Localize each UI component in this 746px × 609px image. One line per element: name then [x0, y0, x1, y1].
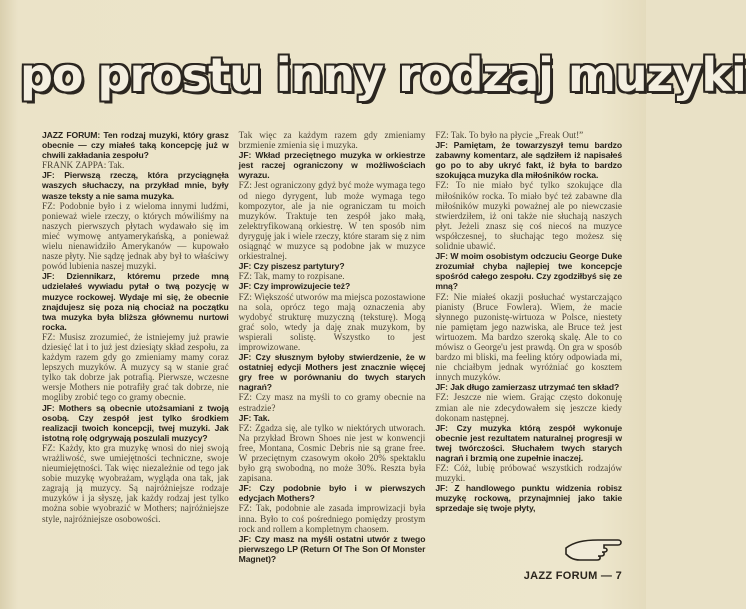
interview-answer: FZ: Podobnie było i z wieloma innymi ludźmi, ponieważ wiele rzeczy, o których mówiliśmy na naszych pierwszych płytach wydawało się im mieć wymowę antyamerykańską, a ponieważ wielu nienawidziło Amerykanów — kupowało nasze płyty. Nie sądzę jednak aby był to właściwy powód lubienia naszej muzyki. — [42, 200, 229, 272]
interview-answer: FZ: Zgadza się, ale tylko w niektórych utworach. Na przykład Brown Shoes nie jest w konwencji free, Montana, Cosmic Debris nie są grane free. W przeciętnym czasowym około 20% spektaklu było grą swobodną, no może 30%. Reszta była zapisana. — [238, 422, 426, 484]
interview-answer: FZ: Tak, mamy to rozpisane. — [238, 271, 345, 282]
interview-question: JF: Czy piszesz partytury? — [238, 261, 345, 272]
interview-question: JF: Czy podobnie było i w pierwszych edycjach Mothers? — [238, 483, 426, 504]
interview-answer: FZ: Czy masz na myśli to co gramy obecnie na estradzie? — [238, 392, 426, 413]
column-3 — [435, 130, 622, 565]
interview-question: JF: Z handlowego punktu widzenia robisz muzykę rockową, przynajmniej jako takie sprzedaje się twoje płyty, — [435, 483, 623, 514]
interview-question: JF: Czy improwizujecie też? — [238, 281, 351, 292]
interview-answer: FZ: Cóż, lubię próbować wszystkich rodzajów muzyki. — [435, 463, 623, 484]
interview-answer: FRANK ZAPPA: Tak. — [42, 160, 125, 171]
interview-question: JF: Pamiętam, że towarzyszył temu bardzo zabawny komentarz, ale sądziłem iż napisałeś go po to aby ukryć fakt, iż była to bardzo szokująca muzyka dla miłośników rocka. — [435, 140, 623, 181]
column-2 — [239, 130, 426, 565]
column-1 — [42, 130, 229, 565]
interview-question: JF: Mothers są obecnie utożsamiani z twoją osobą. Czy zespół jest tylko środkiem realizacji twoich koncepcji, twej muzyki. Jak istotną rolę odgrywają poszulali muzycy? — [42, 402, 229, 443]
interview-question: JF: Jak długo zamierzasz utrzymać ten skład? — [435, 382, 620, 393]
interview-question: JF: Dziennikarz, któremu przede mną udzielałeś wywiadu pytał o twą pozycję w muzyce rockowej. Wydaje mi się, że obecnie znajdujesz się poza nią chociaż na początku twa muzyka była bliższa głównemu nurtowi rocka. — [42, 271, 229, 332]
interview-answer: FZ: Tak, podobnie ale zasada improwizacji była inna. Było to coś pośredniego pomiędzy prostym rock and rollem a kompletnym chaosem. — [238, 503, 426, 534]
pointing-hand-icon — [564, 528, 624, 562]
interview-answer: FZ: Tak. To było na płycie „Freak Out!” — [435, 130, 584, 140]
interview-answer: FZ: Jeszcze nie wiem. Grając często dokonuję zmian ale nie zdecydowałem się jeszcze kiedy dokonam następnej. — [435, 392, 623, 423]
interview-answer: FZ: To nie miało być tylko szokujące dla miłośników rocka. To miało być też zabawne dla miłośników muzyki poważnej ale po niewczasie stwierdziłem, iż oni także nie słuchają naszych płyt. Jeżeli znasz się coś niecoś na muzyce współczesnej, to słuchając tego możesz się solidnie ubawić. — [435, 180, 623, 252]
interview-question: JF: Pierwszą rzeczą, która przyciągnęła waszych słuchaczy, na przykład mnie, były wasze teksty a nie sama muzyka. — [42, 170, 229, 201]
interview-answer: FZ: Musisz zrozumieć, że istniejemy już prawie dziesięć lat i to już jest dziesiąty skład zespołu, za każdym razem gdy go zmieniamy mamy coraz lepszych muzyków. A muzycy są w stanie grać tylko tak dobrze jak potrafią. Pierwsze, wczesne wersje Mothers nie potrafiły grać tak dobrze, nie mogliby zrobić tego co gramy obecnie. — [42, 331, 229, 403]
interview-question: JF: Czy muzyka którą zespół wykonuje obecnie jest rezultatem naturalnej progresji w twej twórczości. Słuchałem twych starych nagrań i brzmią one zupełnie inaczej. — [435, 422, 623, 463]
interview-answer: FZ: Każdy, kto gra muzykę wnosi do niej swoją wrażliwość, swe umiejętności techniczne, swoje nieumiejętności. Tak więc niezależnie od tego jak sobie muzykę wyobrażam, wygląda ona tak, jak zagrają ją muzycy. Są najróżniejsze rodzaje muzyków i ja słyszę, jak każdy rodzaj jest tylko można sobie wyobrazić w Mothers; najróżniejsze style, najróżniejsze osobowości. — [42, 442, 229, 524]
article-columns — [42, 130, 622, 565]
interview-question: JF: Czy słusznym byłoby stwierdzenie, że w ostatniej edycji Mothers jest znacznie więcej gry free w porównaniu do twych starych nagrań? — [238, 352, 426, 393]
interview-question: JF: Wkład przeciętnego muzyka w orkiestrze jest raczej ograniczony w możliwościach wyrazu. — [238, 150, 426, 181]
page-footer: JAZZ FORUM — 7 — [523, 570, 622, 582]
interview-question: JF: W moim osobistym odczuciu George Duke zrozumiał chyba najlepiej twe koncepcje spośród całego zespołu. Czy zgodziłbyś się ze mną? — [435, 251, 623, 292]
interview-question: JAZZ FORUM: Ten rodzaj muzyki, który grasz obecnie — czy miałeś taką koncepcję już w chwili zakładania zespołu? — [42, 130, 229, 161]
interview-question: JF: Czy masz na myśli ostatni utwór z twego pierwszego LP (Return Of The Son Of Monster Magnet)? — [238, 533, 426, 564]
interview-answer: Tak więc za każdym razem gdy zmieniamy brzmienie zmienia się i muzyka. — [238, 130, 426, 151]
interview-answer: FZ: Jest ograniczony gdyż być może wymaga tego od niego dyrygent, lub może wymaga tego kompozytor, ale ja nie ograniczam tu moich muzyków. Traktuje ten zespół jako małą, zelektryfikowaną orkiestrę. W ten sposób nim dyryguję jak i wiele rzeczy, które staram się z nim osiągnąć w muzyce są podobne jak w muzyce orkiestralnej. — [238, 180, 426, 262]
interview-answer: FZ: Większość utworów ma miejsca pozostawione na sola, oprócz tego mają oznaczenia aby wydobyć strukturę muzyczną (teksturę). Mogą grać solo, wtedy ja daję znak muzykom, by wspierali solistę. Wszystko to jest improwizowane. — [238, 291, 426, 352]
headline: po prostu inny rodzaj muzyki — [20, 48, 746, 102]
interview-question: JF: Tak. — [238, 412, 270, 423]
interview-answer: FZ: Nie miałeś okazji posłuchać wystarczająco pianisty (Bruce Fowlera). Wiem, że macie słynnego puzonistę-wirtuoza w Polsce, niestety nie pamiętam jego nazwiska, ale Bruce też jest wirtuozem. Ma bardzo szeroką skalę. Ale to co mówisz o George'u jest prawdą. On gra w sposób bardzo mi bliski, ma feeling który odpowiada mi, nie chciałbym jednak wyróżniać go kosztem innych muzyków. — [435, 291, 623, 383]
